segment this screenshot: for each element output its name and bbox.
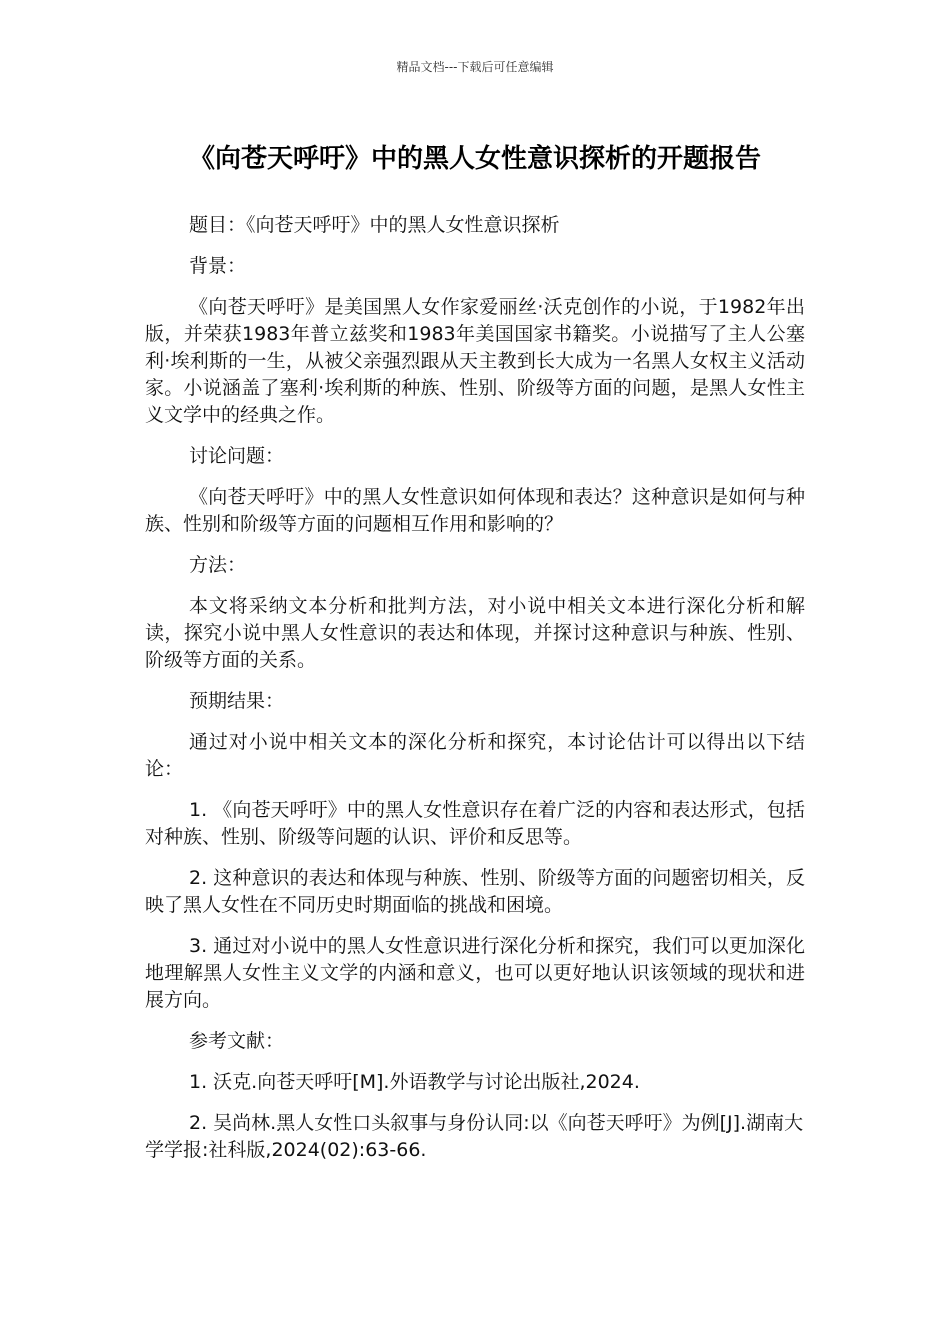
results-intro-paragraph: 通过对小说中相关文本的深化分析和探究，本讨论估计可以得出以下结论： bbox=[145, 731, 805, 780]
background-heading: 背景： bbox=[189, 255, 247, 277]
topic-line: 题目：《向苍天呼吁》中的黑人女性意识探析 bbox=[189, 214, 560, 236]
document-title: 《向苍天呼吁》中的黑人女性意识探析的开题报告 bbox=[188, 144, 761, 174]
reference-item: 2. 吴尚林.黑人女性口头叙事与身份认同:以《向苍天呼吁》为例[J].湖南大学学报:社科版,2024(02):63-66. bbox=[145, 1112, 804, 1161]
reference-item: 1. 沃克.向苍天呼吁[M].外语教学与讨论出版社,2024. bbox=[189, 1071, 640, 1093]
results-heading: 预期结果： bbox=[189, 690, 285, 712]
document-body bbox=[145, 212, 805, 1178]
method-paragraph: 本文将采纳文本分析和批判方法，对小说中相关文本进行深化分析和解读，探究小说中黑人女性意识的表达和体现，并探讨这种意识与种族、性别、阶级等方面的关系。 bbox=[145, 595, 805, 671]
background-paragraph: 《向苍天呼吁》是美国黑人女作家爱丽丝·沃克创作的小说，于1982年出版，并荣获1983年普立兹奖和1983年美国国家书籍奖。小说描写了主人公塞利·埃利斯的一生，从被父亲强烈跟从天主教到长大成为一名黑人女权主义活动家。小说涵盖了塞利·埃利斯的种族、性别、阶级等方面的问题，是黑人女性主义文学中的经典之作。 bbox=[145, 296, 805, 426]
result-item: 3. 通过对小说中的黑人女性意识进行深化分析和探究，我们可以更加深化地理解黑人女性主义文学的内涵和意义，也可以更好地认识该领域的现状和进展方向。 bbox=[145, 935, 805, 1011]
result-item: 1. 《向苍天呼吁》中的黑人女性意识存在着广泛的内容和表达形式，包括对种族、性别、阶级等问题的认识、评价和反思等。 bbox=[145, 799, 805, 848]
page-header-watermark: 精品文档---下载后可任意编辑 bbox=[396, 60, 554, 74]
method-heading: 方法： bbox=[189, 554, 247, 576]
question-paragraph: 《向苍天呼吁》中的黑人女性意识如何体现和表达？这种意识是如何与种族、性别和阶级等方面的问题相互作用和影响的？ bbox=[145, 486, 805, 535]
question-heading: 讨论问题： bbox=[189, 445, 285, 467]
references-heading: 参考文献： bbox=[189, 1030, 285, 1052]
result-item: 2. 这种意识的表达和体现与种族、性别、阶级等方面的问题密切相关，反映了黑人女性在不同历史时期面临的挑战和困境。 bbox=[145, 867, 805, 916]
